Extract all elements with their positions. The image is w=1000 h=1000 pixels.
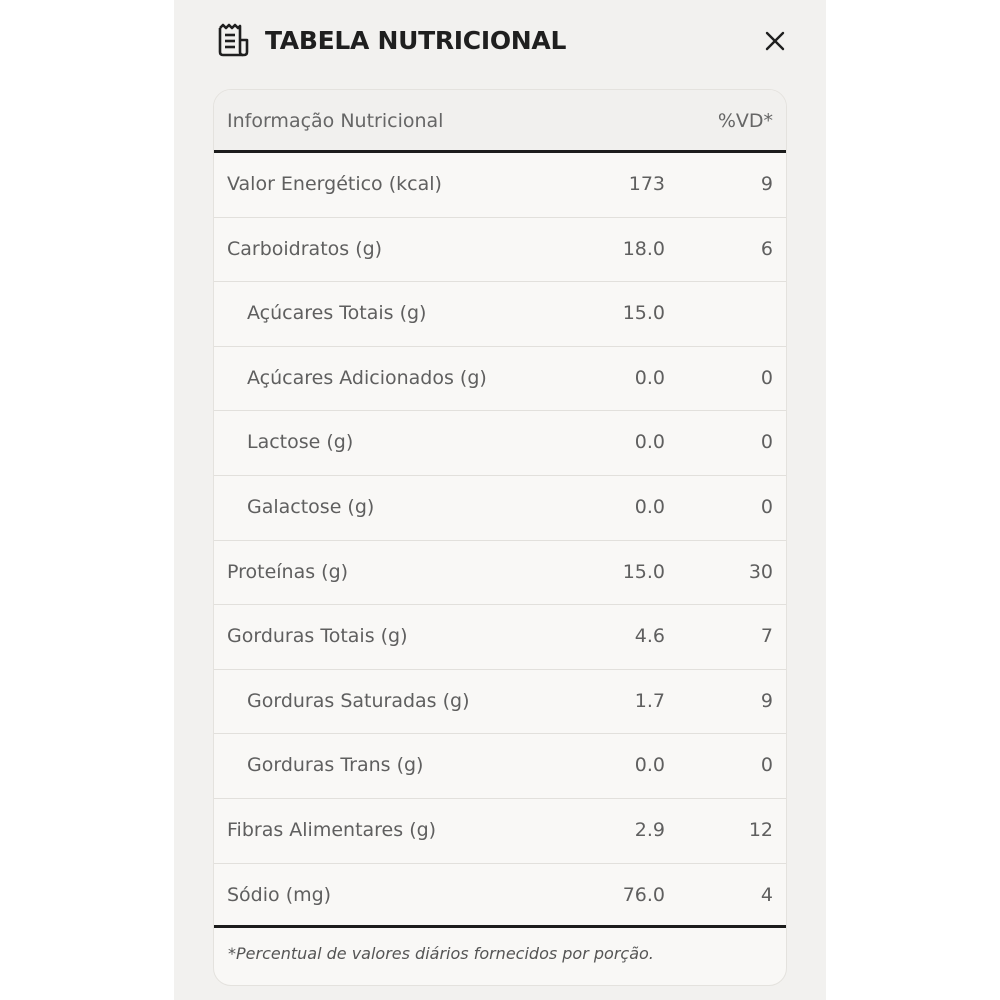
nutrient-vd: 4: [760, 883, 773, 906]
nutrient-amount: 15.0: [622, 560, 665, 583]
nutrient-amount: 0.0: [634, 366, 665, 389]
table-body: [214, 153, 786, 928]
nutrient-amount: 0.0: [634, 754, 665, 777]
table-row: [214, 282, 786, 347]
panel-header: [174, 0, 826, 84]
nutrient-name: Açúcares Totais (g): [247, 302, 427, 325]
table-row: [214, 153, 786, 218]
nutrient-amount: 15.0: [622, 302, 665, 325]
table-row: [214, 734, 786, 799]
nutrient-name: Gorduras Saturadas (g): [247, 689, 470, 712]
nutrient-name: Lactose (g): [247, 431, 354, 454]
nutrient-amount: 1.7: [634, 689, 665, 712]
nutrient-vd: 9: [760, 689, 773, 712]
nutrient-vd: 0: [760, 495, 773, 518]
nutrient-vd: 30: [748, 560, 773, 583]
close-icon[interactable]: [762, 28, 788, 54]
table-row: [214, 864, 786, 929]
nutrition-panel: [174, 0, 826, 1000]
table-row: [214, 541, 786, 606]
column-header-info: Informação Nutricional: [227, 110, 444, 132]
nutrient-name: Sódio (mg): [227, 883, 332, 906]
footnote: *Percentual de valores diários fornecidos por porção.: [228, 944, 654, 963]
nutrient-name: Carboidratos (g): [227, 237, 383, 260]
column-header-vd: %VD*: [717, 110, 773, 132]
table-row: [214, 476, 786, 541]
table-row: [214, 347, 786, 412]
table-row: [214, 605, 786, 670]
nutrient-amount: 2.9: [634, 818, 665, 841]
nutrient-vd: 7: [760, 625, 773, 648]
nutrient-vd: 0: [760, 366, 773, 389]
nutrient-name: Fibras Alimentares (g): [227, 818, 437, 841]
nutrient-name: Proteínas (g): [227, 560, 349, 583]
nutrient-name: Galactose (g): [247, 495, 375, 518]
document-list-icon: [214, 22, 250, 58]
nutrient-name: Gorduras Totais (g): [227, 625, 408, 648]
table-row: [214, 218, 786, 283]
nutrient-amount: 173: [628, 173, 665, 195]
nutrient-vd: 0: [760, 754, 773, 777]
table-header: [214, 90, 786, 153]
nutrient-amount: 0.0: [634, 495, 665, 518]
table-row: [214, 670, 786, 735]
nutrition-table-card: [213, 89, 787, 986]
nutrient-vd: 0: [760, 431, 773, 454]
table-row: [214, 411, 786, 476]
nutrient-name: Açúcares Adicionados (g): [247, 366, 487, 389]
nutrient-vd: 6: [760, 237, 773, 260]
nutrient-vd: 12: [748, 818, 773, 841]
nutrient-name: Valor Energético (kcal): [227, 173, 442, 195]
nutrient-amount: 0.0: [634, 431, 665, 454]
nutrient-name: Gorduras Trans (g): [247, 754, 424, 777]
nutrient-amount: 4.6: [634, 625, 665, 648]
table-row: [214, 799, 786, 864]
page-title: TABELA NUTRICIONAL: [265, 26, 567, 55]
nutrient-amount: 18.0: [622, 237, 665, 260]
nutrient-amount: 76.0: [622, 883, 665, 906]
nutrient-vd: 9: [760, 173, 773, 195]
